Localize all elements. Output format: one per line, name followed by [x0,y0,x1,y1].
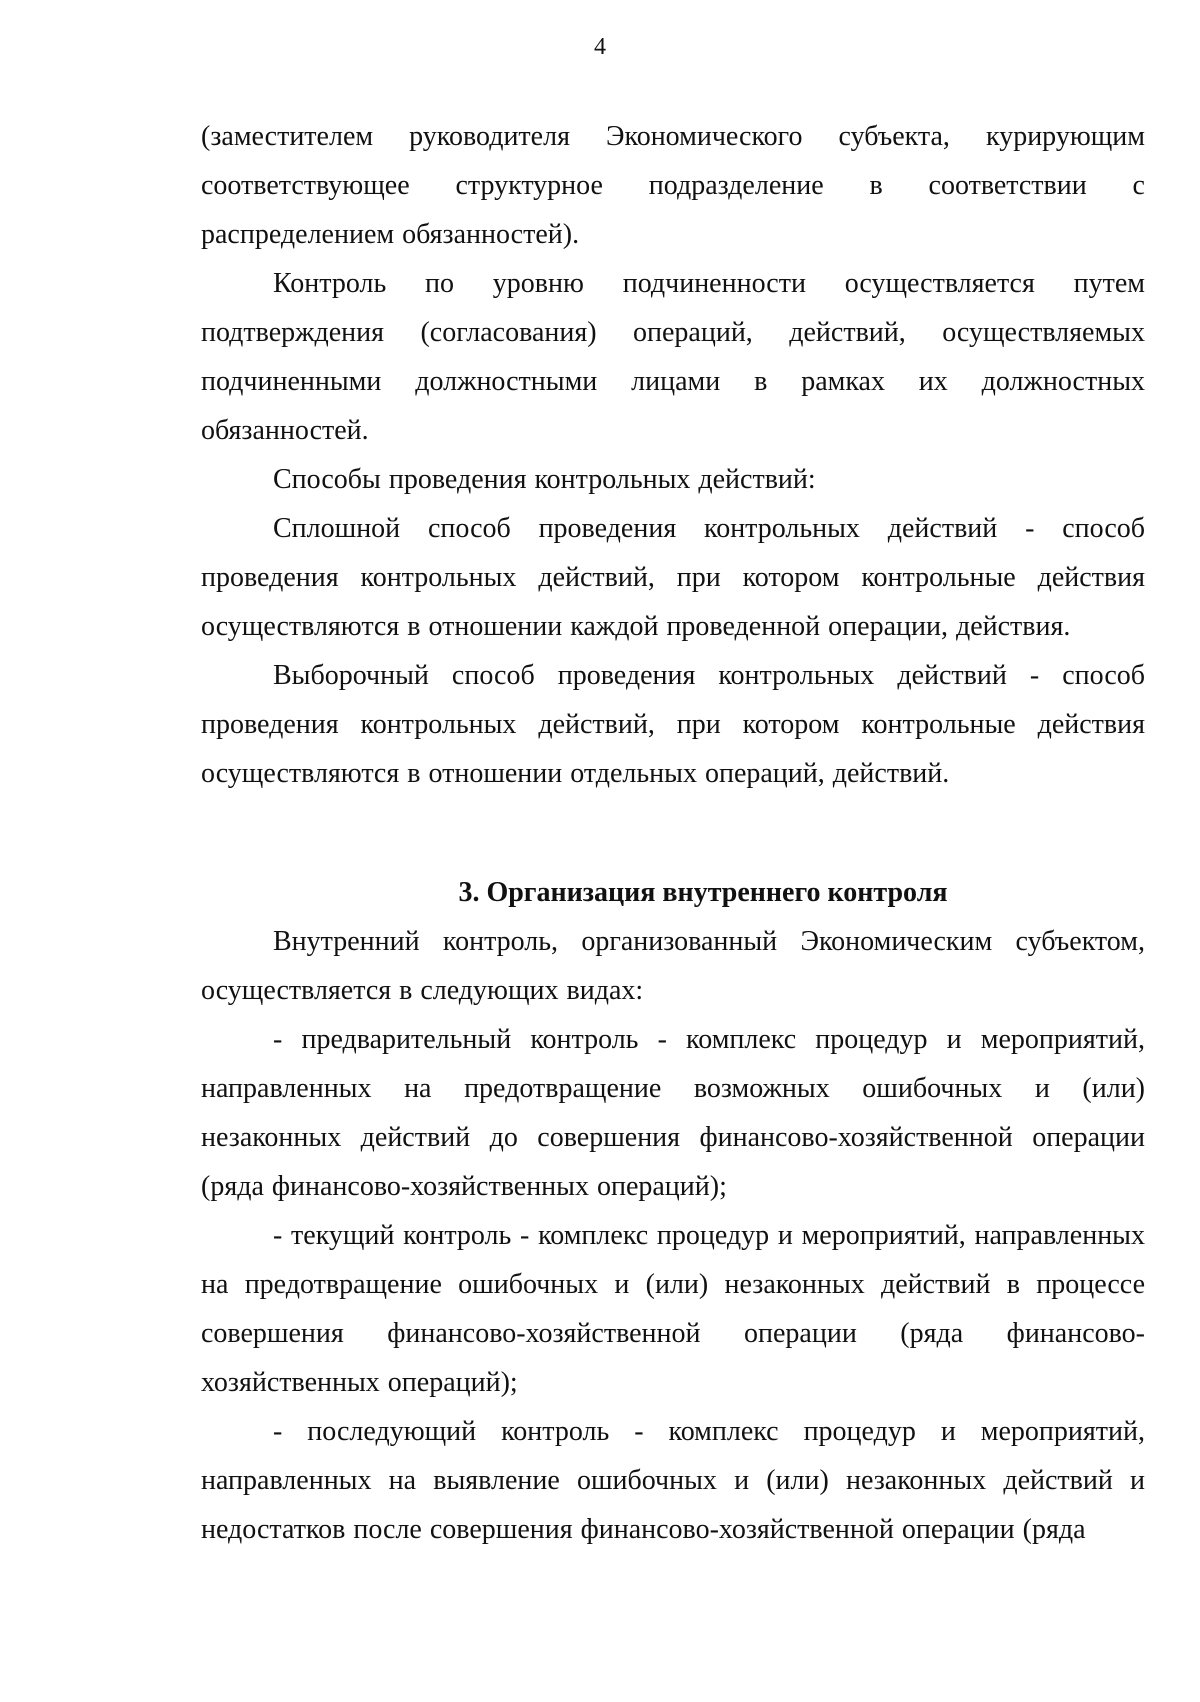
page-number: 4 [594,34,606,60]
list-item-subsequent-control: - последующий контроль - комплекс процедур и мероприятий, направленных на выявление ошибочных и (или) незаконных действий и недостатков после совершения финансово-хозяйственной операции (ряда [201,1416,1145,1545]
section-title: 3. Организация внутреннего контроля [458,877,948,908]
paragraph-control-methods-heading: Способы проведения контрольных действий: [273,464,816,495]
paragraph-control-types-intro: Внутренний контроль, организованный Экономическим субъектом, осуществляется в следующих видах: [201,926,1145,1006]
page-body [201,112,1145,1554]
paragraph-continuation: (заместителем руководителя Экономического субъекта, курирующим соответствующее структурное подразделение в соответствии с распределением обязанностей). [201,121,1145,250]
paragraph-continuous-method: Сплошной способ проведения контрольных действий - способ проведения контрольных действий, при котором контрольные действия осуществляются в отношении каждой проведенной операции, действия. [201,513,1145,642]
list-item-preliminary-control: - предварительный контроль - комплекс процедур и мероприятий, направленных на предотвращение возможных ошибочных и (или) незаконных действий до совершения финансово-хозяйственной операции (ряда финансово-хозяйственных операций); [201,1024,1145,1202]
paragraph-subordination-control: Контроль по уровню подчиненности осуществляется путем подтверждения (согласования) операций, действий, осуществляемых подчиненными должностными лицами в рамках их должностных обязанностей. [201,268,1145,446]
list-item-current-control: - текущий контроль - комплекс процедур и мероприятий, направленных на предотвращение ошибочных и (или) незаконных действий в процессе совершения финансово-хозяйственной операции (ряда финансово-хозяйственных операций); [201,1220,1145,1398]
paragraph-selective-method: Выборочный способ проведения контрольных действий - способ проведения контрольных действий, при котором контрольные действия осуществляются в отношении отдельных операций, действий. [201,660,1145,789]
